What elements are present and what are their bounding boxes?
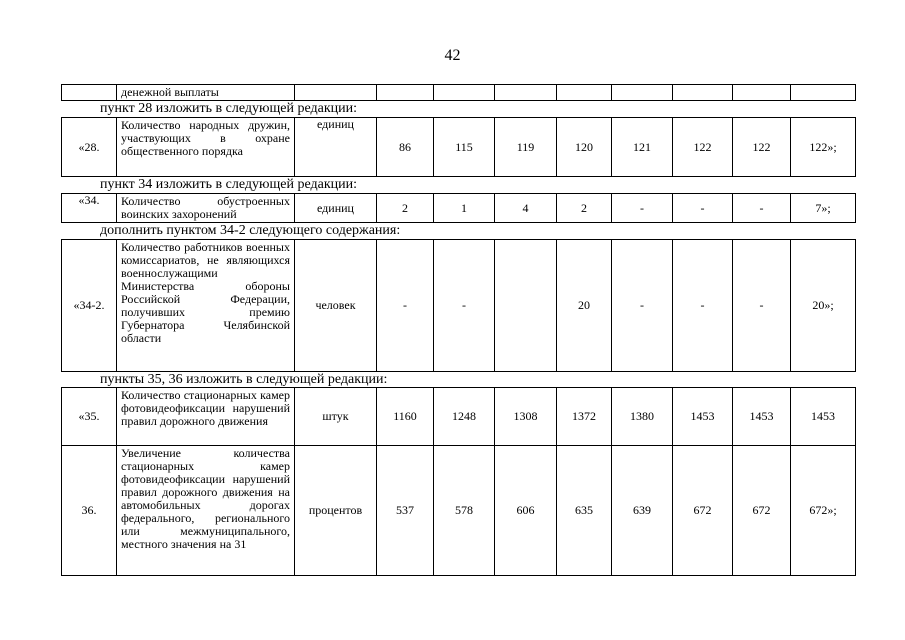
indicator-name: денежной выплаты bbox=[117, 85, 295, 101]
value-cell: 1160 bbox=[377, 388, 434, 446]
value-cell bbox=[377, 85, 434, 101]
unit-cell: человек bbox=[295, 240, 377, 372]
value-cell: 606 bbox=[495, 446, 557, 576]
value-cell: 672 bbox=[673, 446, 733, 576]
row-number: «34-2. bbox=[62, 240, 117, 372]
value-cell: 121 bbox=[612, 118, 673, 177]
value-cell: 122 bbox=[673, 118, 733, 177]
value-cell: - bbox=[673, 194, 733, 223]
value-cell: 20»; bbox=[791, 240, 856, 372]
value-cell: 578 bbox=[434, 446, 495, 576]
row-number bbox=[62, 85, 117, 101]
instruction-item-34-2: дополнить пунктом 34-2 следующего содержания: bbox=[100, 223, 401, 238]
row-number: 36. bbox=[62, 446, 117, 576]
value-cell: 1372 bbox=[557, 388, 612, 446]
value-cell bbox=[434, 85, 495, 101]
value-cell: 20 bbox=[557, 240, 612, 372]
value-cell: 1308 bbox=[495, 388, 557, 446]
indicator-name: Количество народных дружин, участвующих в охране общественного порядка bbox=[117, 118, 295, 177]
value-cell: 4 bbox=[495, 194, 557, 223]
value-cell: 1 bbox=[434, 194, 495, 223]
unit-cell: штук bbox=[295, 388, 377, 446]
table-row bbox=[62, 118, 856, 177]
value-cell: - bbox=[612, 240, 673, 372]
value-cell: 86 bbox=[377, 118, 434, 177]
unit-cell: единиц bbox=[295, 194, 377, 223]
unit-cell bbox=[295, 85, 377, 101]
unit-cell: процентов bbox=[295, 446, 377, 576]
value-cell: - bbox=[612, 194, 673, 223]
value-cell: - bbox=[377, 240, 434, 372]
value-cell bbox=[495, 240, 557, 372]
value-cell bbox=[791, 85, 856, 101]
table-row bbox=[62, 194, 856, 223]
indicator-name: Количество обустроенных воинских захоронений bbox=[117, 194, 295, 223]
value-cell bbox=[557, 85, 612, 101]
value-cell: - bbox=[733, 194, 791, 223]
value-cell: 1453 bbox=[791, 388, 856, 446]
value-cell: 120 bbox=[557, 118, 612, 177]
table-item-34 bbox=[61, 193, 856, 223]
value-cell: 2 bbox=[377, 194, 434, 223]
page-number: 42 bbox=[444, 47, 461, 64]
value-cell: 7»; bbox=[791, 194, 856, 223]
indicator-name: Количество стационарных камер фотовидеофиксации нарушений правил дорожного движения bbox=[117, 388, 295, 446]
value-cell: 672 bbox=[733, 446, 791, 576]
value-cell bbox=[733, 85, 791, 101]
value-cell: - bbox=[434, 240, 495, 372]
row-number: «35. bbox=[62, 388, 117, 446]
table-item-28 bbox=[61, 117, 856, 177]
value-cell: 1248 bbox=[434, 388, 495, 446]
value-cell: 1380 bbox=[612, 388, 673, 446]
unit-cell: единиц bbox=[295, 118, 377, 177]
value-cell: 1453 bbox=[673, 388, 733, 446]
table-row bbox=[62, 240, 856, 372]
value-cell: - bbox=[733, 240, 791, 372]
indicator-name: Увеличение количества стационарных камер фотовидеофиксации нарушений правил дорожного движения на автомобильных дорогах федерального, регионального или межмуниципального, местного значения на 31 bbox=[117, 446, 295, 576]
value-cell: 639 bbox=[612, 446, 673, 576]
value-cell bbox=[612, 85, 673, 101]
instruction-items-35-36: пункты 35, 36 изложить в следующей редакции: bbox=[100, 372, 388, 387]
value-cell bbox=[495, 85, 557, 101]
row-number: «28. bbox=[62, 118, 117, 177]
value-cell: 122»; bbox=[791, 118, 856, 177]
instruction-item-28: пункт 28 изложить в следующей редакции: bbox=[100, 101, 357, 116]
value-cell: 122 bbox=[733, 118, 791, 177]
table-row bbox=[62, 446, 856, 576]
table-row bbox=[62, 85, 856, 101]
value-cell: 119 bbox=[495, 118, 557, 177]
value-cell: 635 bbox=[557, 446, 612, 576]
value-cell: 2 bbox=[557, 194, 612, 223]
value-cell: 672»; bbox=[791, 446, 856, 576]
value-cell: 537 bbox=[377, 446, 434, 576]
value-cell: 1453 bbox=[733, 388, 791, 446]
value-cell: 115 bbox=[434, 118, 495, 177]
table-continuation bbox=[61, 84, 856, 101]
row-number: «34. bbox=[62, 194, 117, 223]
table-row bbox=[62, 388, 856, 446]
value-cell: - bbox=[673, 240, 733, 372]
instruction-item-34: пункт 34 изложить в следующей редакции: bbox=[100, 177, 357, 192]
value-cell bbox=[673, 85, 733, 101]
indicator-name: Количество работников военных комиссариатов, не являющихся военнослужащими Министерства обороны Российской Федерации, получивших премию Губернатора Челябинской области bbox=[117, 240, 295, 372]
table-item-34-2 bbox=[61, 239, 856, 372]
table-items-35-36 bbox=[61, 387, 856, 576]
